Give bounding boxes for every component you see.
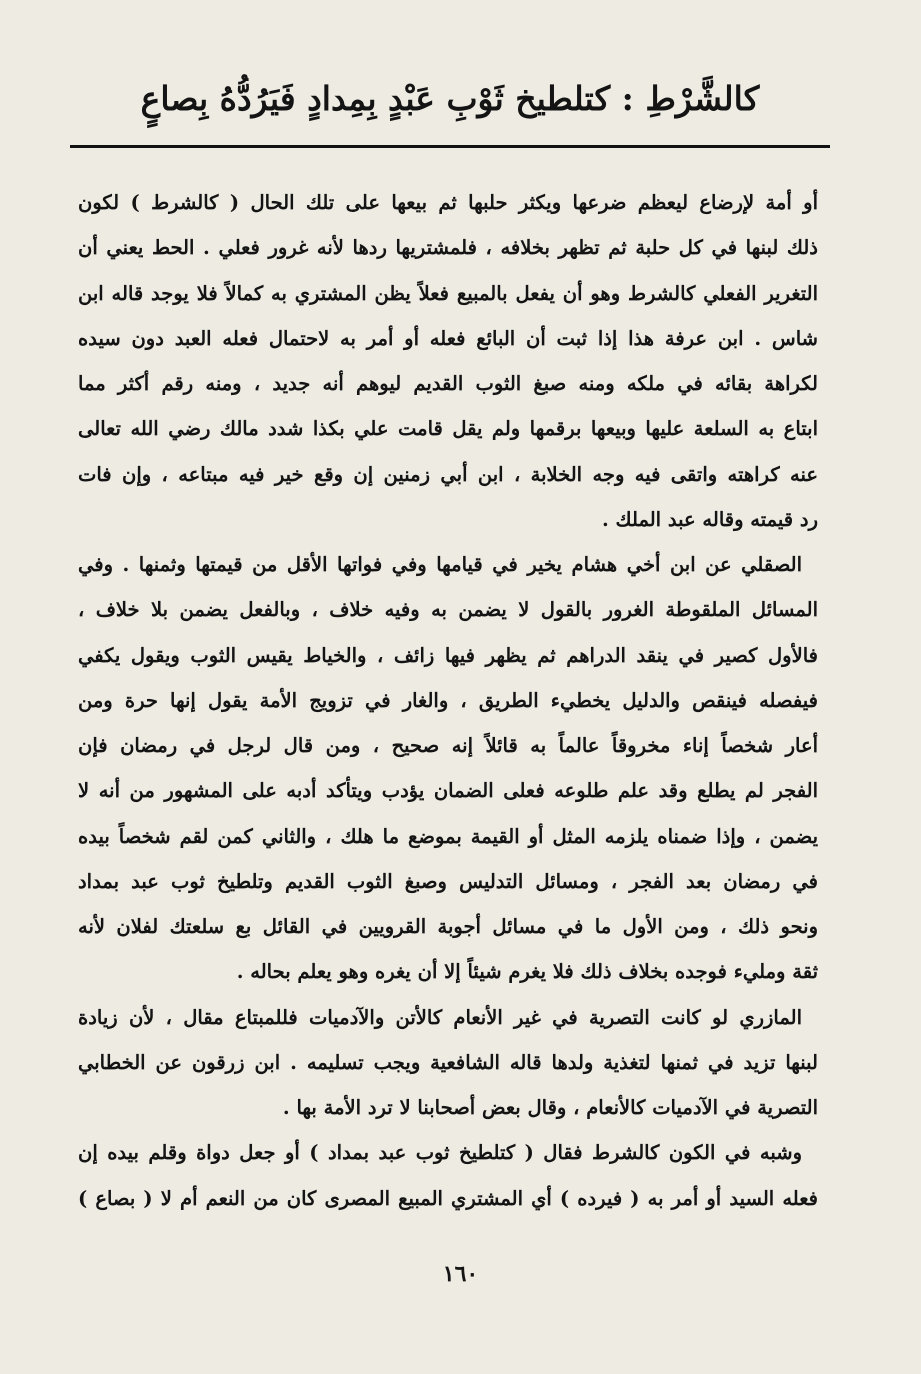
- header-title: كالشَّرْطِ : كتلطيخ ثَوْبِ عَبْدٍ بِمِدادٍ فَيَرُدُّهُ بِصاعٍ: [140, 79, 760, 118]
- text-line: أعار شخصاً إناء مخروقاً عالماً به قائلاً إنه صحيح ، ومن قال لرجل في رمضان فإن: [78, 734, 818, 757]
- text-line: عنه كراهته واتقى فيه وجه الخلابة ، ابن أبي زمنين إن وقع خير فيه مبتاعه ، وإن فات: [78, 462, 818, 486]
- text-line: فعله السيد أو أمر به ( فيرده ) أي المشتري المبيع المصرى كان من النعم أم لا ( بصاع ): [78, 1186, 818, 1210]
- page-body: [78, 181, 818, 1222]
- text-line: يضمن ، وإذا ضمناه يلزمه المثل أو القيمة بموضع ما هلك ، والثاني كمن لقم شخصاً بيده: [78, 824, 818, 848]
- text-line: ونحو ذلك ، ومن الأول ما في مسائل أجوبة القرويين في القائل بع سلعتك لفلان لأنه: [78, 915, 818, 938]
- text-line: في رمضان بعد الفجر ، ومسائل التدليس وصبغ الثوب القديم وتلطيخ ثوب عبد بمداد: [78, 869, 818, 893]
- text-line: فالأول كصير في ينقد الدراهم ثم يظهر فيها زائف ، والخياط يقيس الثوب ويقول يكفي: [78, 643, 818, 667]
- text-line: التغرير الفعلي كالشرط وهو أن يفعل بالمبيع فعلاً يظن المشتري به كمالاً فلا يوجد قاله ابن: [78, 281, 818, 305]
- header-divider: [70, 145, 830, 148]
- text-line: ابتاع به السلعة عليها وبيعها برقمها ولم يقل قامت علي بكذا شدد مالك رضي الله تعالى: [78, 417, 818, 441]
- text-line: فيفصله فينقص والدليل يخطيء الطريق ، والغار في تزويج الأمة يقول إنها حرة ومن: [78, 688, 818, 712]
- page-header: [70, 68, 830, 148]
- text-line: رد قيمته وقاله عبد الملك .: [601, 507, 818, 531]
- text-line: وشبه في الكون كالشرط فقال ( كتلطيخ ثوب عبد بمداد ) أو جعل دواة وقلم بيده إن: [78, 1141, 802, 1165]
- paragraph-2: [78, 543, 818, 996]
- text-line: لكراهة بقائه في ملكه ومنه صبغ الثوب القديم ليوهم أنه جديد ، ومنه رقم أكثر مما: [78, 372, 818, 395]
- paragraph-3: [78, 996, 818, 1132]
- paragraph-1: [78, 181, 818, 543]
- text-line: الصقلي عن ابن أخي هشام يخير في قيامها وفي فواتها الأقل من قيمتها وثمنها . وفي: [78, 553, 802, 576]
- text-line: شاس . ابن عرفة هذا إذا ثبت أن البائع فعله أو أمر به لاحتمال فعله العبد دون سيده: [78, 326, 818, 350]
- page-number: ١٦٠: [442, 1261, 479, 1287]
- paragraph-4: [78, 1131, 818, 1222]
- text-line: أو أمة لإرضاع ليعظم ضرعها ويكثر حلبها ثم بيعها على تلك الحال ( كالشرط ) لكون: [78, 191, 818, 214]
- text-line: ذلك لبنها في كل حلبة ثم تظهر بخلافه ، فلمشتريها ردها لأنه غرور فعلي . الحط يعني أن: [78, 236, 818, 260]
- text-line: لبنها تزيد في ثمنها لتغذية ولدها قاله الشافعية ويجب تسليمه . ابن زرقون عن الخطابي: [78, 1050, 818, 1074]
- text-line: الفجر لم يطلع وقد علم طلوعه فعلى الضمان يؤدب ويتأكد أدبه على المشهور من أنه لا: [78, 779, 818, 803]
- text-line: ثقة ومليء فوجده بخلاف ذلك فلا يغرم شيئاً إلا أن يغره وهو يعلم بحاله .: [236, 960, 818, 984]
- text-line: المازري لو كانت التصرية في غير الأنعام كالأتن والآدميات فللمبتاع مقال ، لأن زيادة: [78, 1005, 802, 1029]
- text-line: المسائل الملقوطة الغرور بالقول لا يضمن به وفيه خلاف ، وبالفعل يضمن بلا خلاف ،: [78, 598, 818, 622]
- text-line: التصرية في الآدميات كالأنعام ، وقال بعض أصحابنا لا ترد الأمة بها .: [282, 1096, 818, 1119]
